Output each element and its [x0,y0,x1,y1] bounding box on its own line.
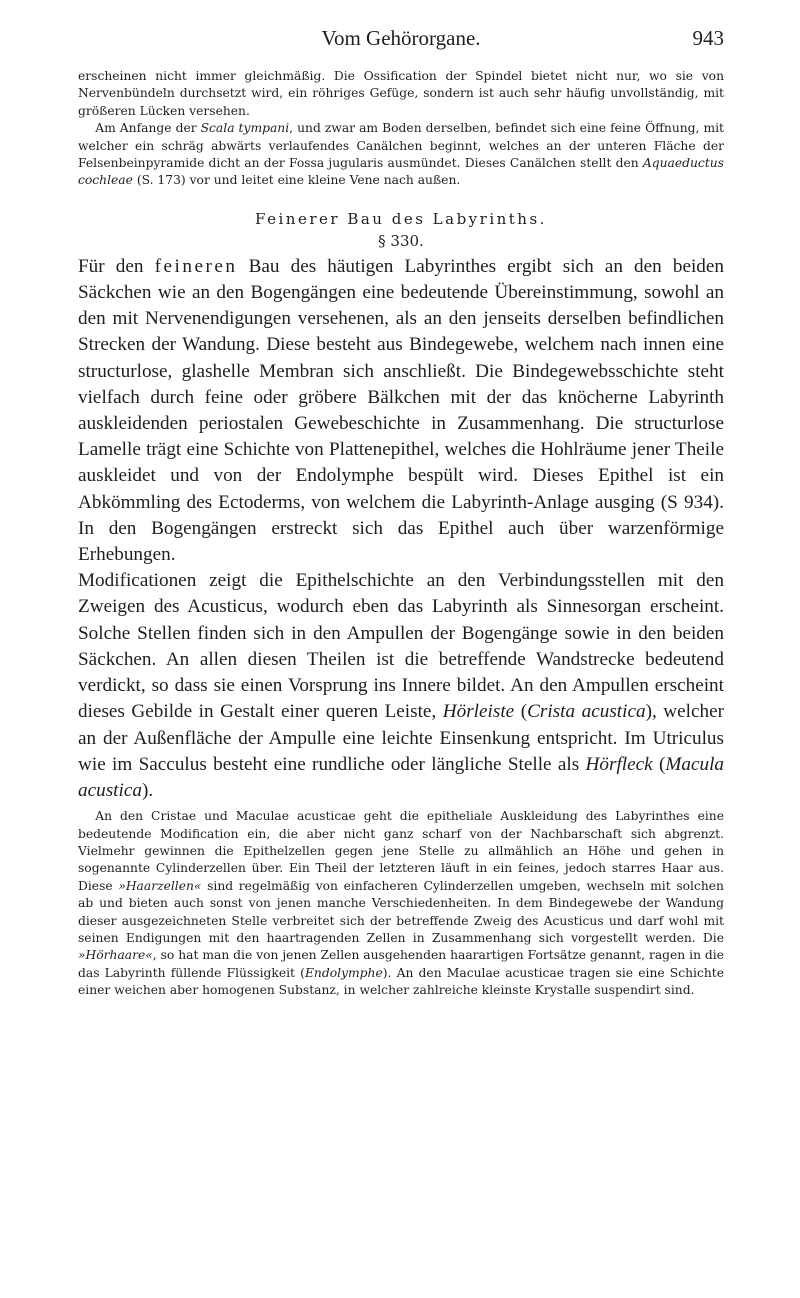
text-run: Modificationen zeigt die Epithelschichte an den Verbindungsstellen mit den Zweigen des Acusticus, wodurch eben das Labyrinth als Sinnesorgan erscheint. Solche Stellen finden sich in den Ampullen der Bogengänge sowie in den beiden Säckchen. An allen diesen Theilen ist die betreffende Wandstrecke bedeutend verdickt, so dass sie einen Vorsprung ins Innere bildet. An den Ampullen erscheint dieses Gebilde in Gestalt einer queren Leiste, [78,570,724,723]
text-run: sind regelmäßig von einfacheren Cylinderzellen umgeben, wechseln mit solchen ab und bieten auch sonst von jenen manche Verschiedenheiten. In dem Bindegewebe der Wandung dieser ausgezeichneten Stelle verbreitet sich der betreffende Zweig des Acusticus und darf wohl mit seinen Endigungen mit den haartragenden Zellen in Zusammenhang sich vorgestellt werden. Die [78,878,724,945]
main-paragraph-2 [78,568,724,804]
italic-term: Aquaeductus cochleae [78,156,724,188]
intro-paragraph-1: erscheinen nicht immer gleichmäßig. Die Ossification der Spindel bietet nicht nur, wo sie von Nervenbündeln durchsetzt wird, ein röhriges Gefüge, sondern ist auch sehr häufig unvollständig, mit größeren Lücken versehen. [78,69,724,118]
section-number: § 330. [378,231,424,250]
italic-term: Hörfleck [585,753,653,775]
text-run: ( [652,753,666,775]
intro-text [78,68,724,190]
text-run: , so hat man die von jenen Zellen ausgehenden haarartigen Fortsätze genannt, ragen in die das Labyrinth füllende Flüssigkeit ( [78,948,724,980]
intro-paragraph-2 [78,120,724,190]
section-title: Feinerer Bau des Labyrinths. [255,209,547,228]
running-header [78,26,724,56]
page-number: 943 [692,26,724,50]
running-title: Vom Gehörorgane. [321,26,481,50]
book-page [78,26,724,1000]
text-run: Am Anfange der [95,121,201,136]
text-run: Für den [78,255,155,277]
text-run: , und zwar am Boden derselben, befindet sich eine feine Öffnung, mit welcher ein schräg abwärts verlaufendes Canälchen beginnt, welches an der unteren Fläche der Felsenbeinpyramide dicht an der Fossa jugularis ausmündet. Dieses Canälchen stellt den [78,121,725,171]
text-run: ). [141,779,154,801]
main-text [78,254,724,804]
italic-term: »Hörhaare« [78,948,153,963]
italic-term: Scala tympani [200,121,290,136]
main-paragraph-1 [78,254,724,568]
text-run: Bau des häutigen Labyrinthes ergibt sich an den beiden Säckchen wie an den Bogengängen eine bedeutende Übereinstimmung, sowohl an den mit Nervenendigungen versehenen, als an den jenseits derselben befindlichen Strecken der Wandung. Diese besteht aus Bindegewebe, welchem nach innen eine structurlose, glashelle Membran sich anschließt. Die Bindegewebsschichte steht vielfach durch feine oder gröbere Bälkchen mit der das knöcherne Labyrinth auskleidenden periostalen Gewebeschichte in Zusammenhang. Die structurlose Lamelle trägt eine Schichte von Plattenepithel, welches die Hohlräume jener Theile auskleidet und von der Endolymphe bespült wird. Dieses Epithel ist ein Abkömmling des Ectoderms, von welchem die Labyrinth-Anlage ausging (S 934). In den Bogengängen erstreckt sich das Epithel auch über warzenförmige Erhebungen. [78,255,725,566]
italic-term: Macula acustica [78,753,725,801]
closing-paragraph [78,808,724,999]
text-run: ). An den Maculae acusticae tragen sie eine Schichte einer weichen aber homogenen Substanz, in welcher zahlreiche kleinste Krystalle suspendirt sind. [78,965,724,998]
italic-term: Crista acustica [527,701,646,723]
text-run: An den Cristae und Maculae acusticae geht die epitheliale Auskleidung des Labyrinthes eine bedeutende Modification ein, die aber nicht ganz scharf von der Nachbarschaft sich abgrenzt. Vielmehr gewinnen die Epithelzellen gegen jene Stelle zu allmählich an Höhe und gehen in sogenannte Cylinderzellen über. Ein Theil der letzteren läuft in ein feines, jedoch starres Haar aus. Diese [78,809,724,893]
text-run: (S. 173) vor und leitet eine kleine Vene nach außen. [132,173,461,188]
italic-term: Endolymphe [304,965,383,980]
italic-term: »Haarzellen« [118,878,202,893]
spaced-term: feineren [154,255,238,277]
closing-text [78,808,724,999]
text-run: ), welcher an der Außenfläche der Ampulle eine leichte Einsenkung entspricht. Im Utriculus wie im Sacculus besteht eine rundliche oder längliche Stelle als [78,701,724,775]
text-run: ( [514,701,528,723]
italic-term: Hörleiste [442,701,515,723]
